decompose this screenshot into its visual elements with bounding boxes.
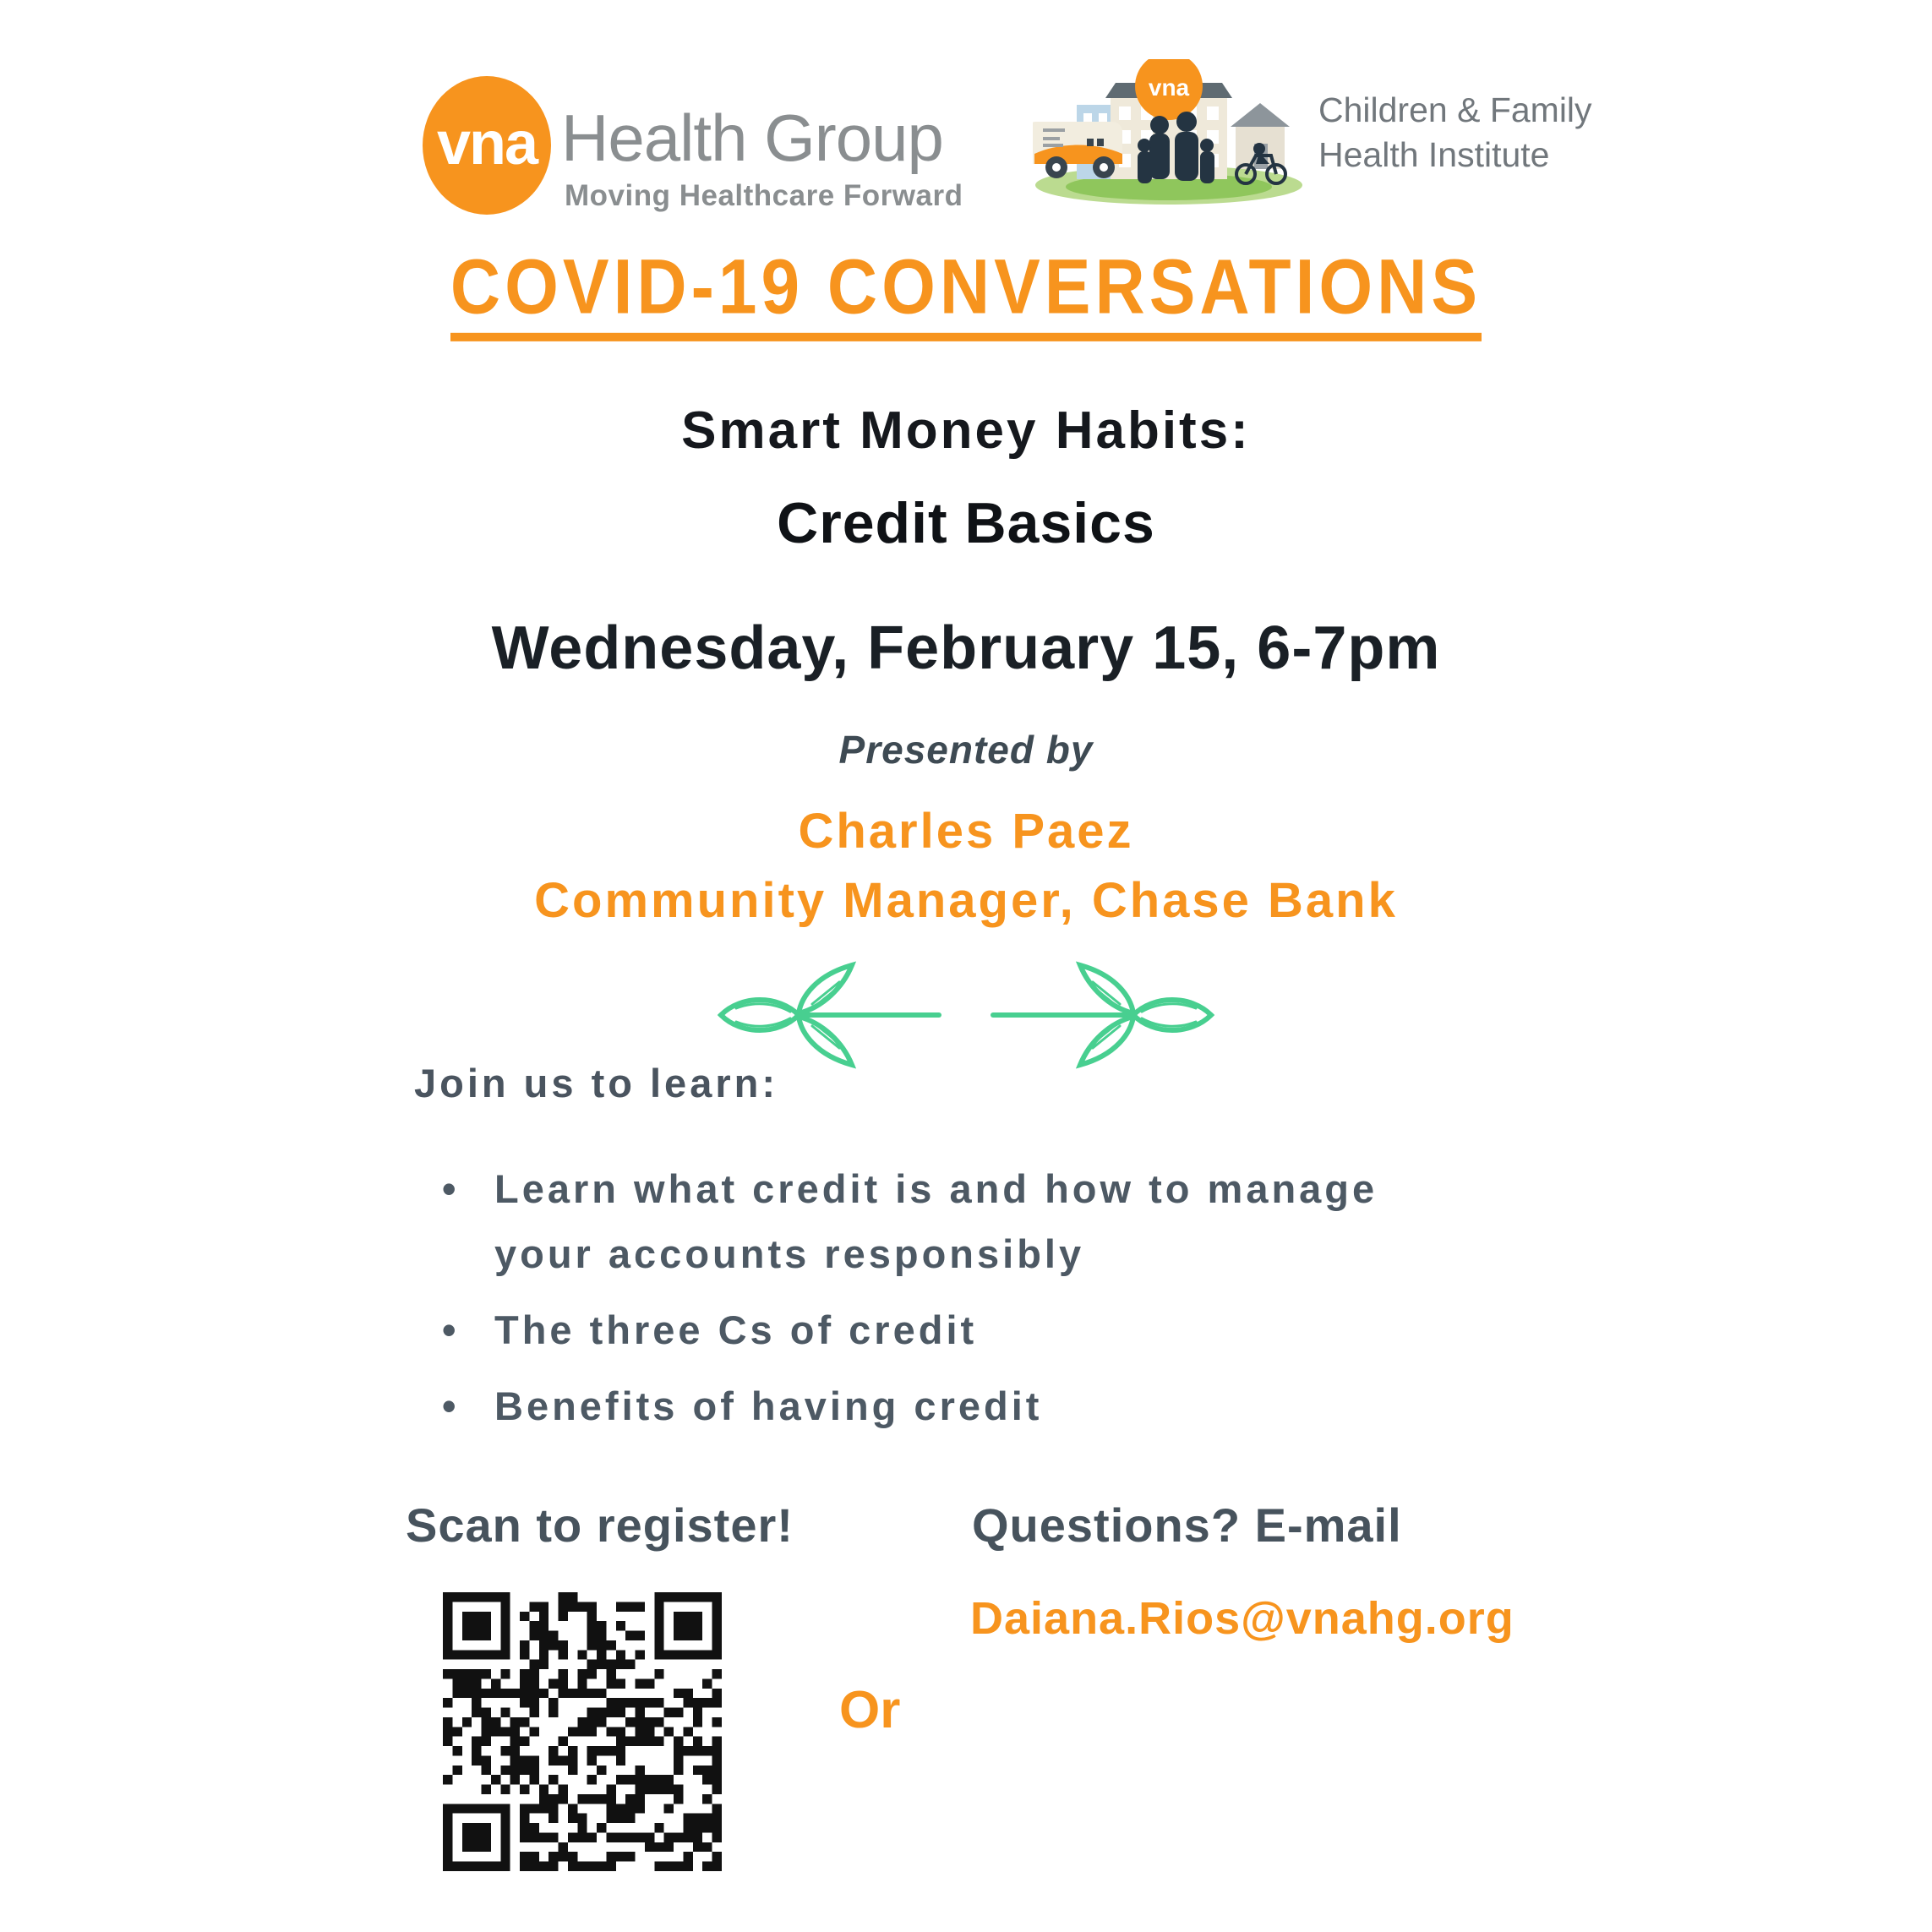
bullet-icon: •: [442, 1384, 460, 1428]
cfhi-logo-text: [1318, 88, 1592, 177]
bullet-text: The three Cs of credit: [494, 1307, 978, 1352]
vna-circle-icon: [423, 76, 551, 215]
contact-email: Daiana.Rios@vnahg.org: [970, 1593, 1514, 1644]
learn-bullet-list: [442, 1156, 1465, 1449]
list-item: [442, 1156, 1465, 1286]
presenter-role: Community Manager, Chase Bank: [534, 873, 1398, 928]
main-title: [0, 243, 1932, 336]
cfhi-logo-line1: Children & Family: [1318, 90, 1592, 129]
svg-text:vna: vna: [1148, 74, 1190, 101]
event-datetime: Wednesday, February 15, 6-7pm: [491, 614, 1441, 682]
scan-to-register-label: Scan to register!: [406, 1498, 794, 1552]
subtitle-line1: Smart Money Habits:: [681, 401, 1251, 460]
qr-code: [443, 1592, 722, 1871]
questions-email-label: Questions? E-mail: [972, 1498, 1402, 1552]
vna-logo-tagline: Moving Healthcare Forward: [565, 179, 963, 212]
cfhi-illustration-icon: [1033, 59, 1305, 208]
cfhi-logo-line2: Health Institute: [1318, 135, 1550, 174]
presenter-name: Charles Paez: [798, 804, 1134, 859]
main-title-text: COVID-19 CONVERSATIONS: [450, 248, 1482, 341]
bullet-text: Learn what credit is and how to manage your accounts responsibly: [494, 1166, 1378, 1276]
vna-logo-title: Health Group: [561, 101, 943, 175]
presented-by-label: Presented by: [838, 728, 1094, 772]
bullet-icon: •: [442, 1307, 460, 1352]
vna-circle-text: vna: [436, 110, 538, 177]
subtitle-line2: Credit Basics: [777, 491, 1155, 555]
bullet-icon: •: [442, 1166, 460, 1211]
list-item: [442, 1297, 1465, 1362]
or-label: Or: [839, 1681, 901, 1739]
list-item: [442, 1373, 1465, 1438]
bullet-text: Benefits of having credit: [494, 1384, 1043, 1428]
laurel-divider-icon: [0, 952, 1932, 1083]
join-heading: Join us to learn:: [414, 1061, 778, 1105]
